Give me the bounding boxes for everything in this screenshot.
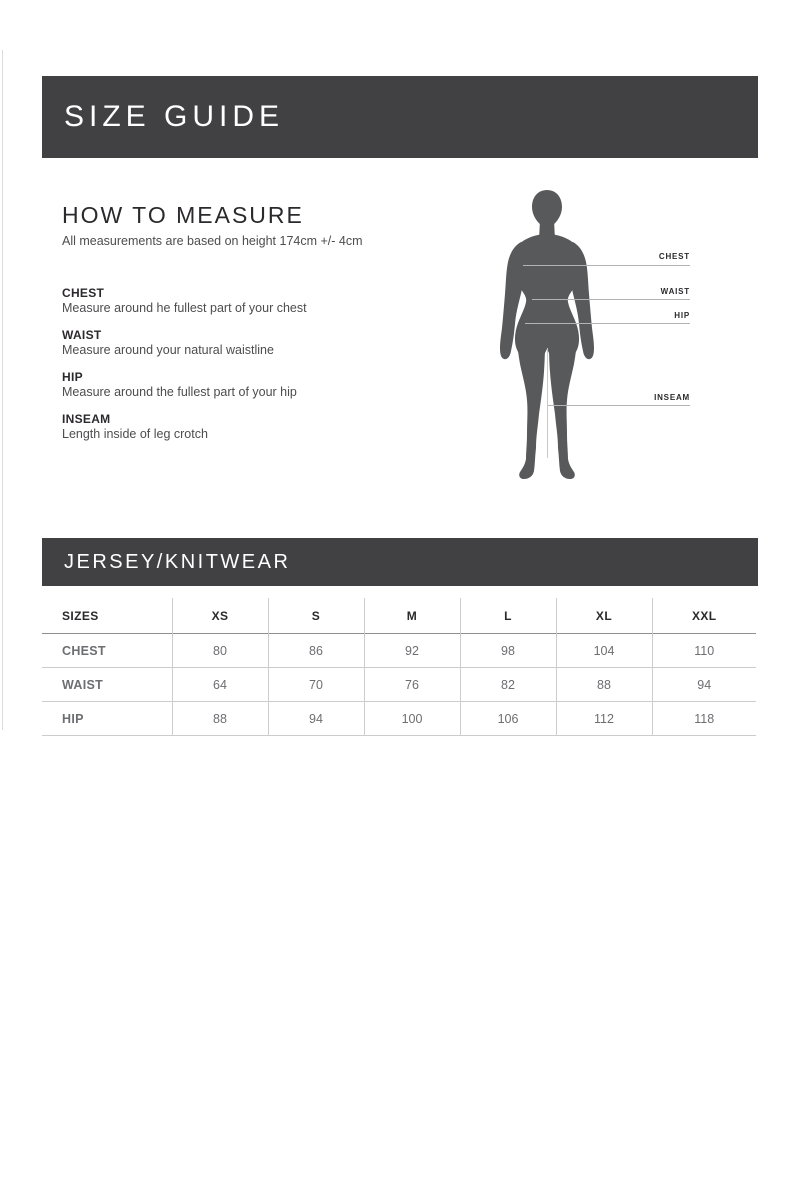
measure-item-chest <box>62 286 442 315</box>
size-cell: 112 <box>556 702 652 736</box>
size-cell: 110 <box>694 643 715 658</box>
size-cell: 86 <box>268 634 364 668</box>
size-cell: 94 <box>268 702 364 736</box>
measure-description: Measure around your natural waistline <box>62 343 274 357</box>
col-header-sizes: SIZES <box>42 598 172 634</box>
jersey-knitwear-banner <box>42 538 758 586</box>
measure-item-inseam <box>62 412 442 441</box>
measure-description: Measure around he fullest part of your chest <box>62 301 307 315</box>
chest-callout-label: CHEST <box>658 252 690 261</box>
female-body-silhouette-icon <box>488 182 612 482</box>
col-header-l: L <box>460 598 556 634</box>
size-cell: 94 <box>697 677 712 692</box>
table-row-chest <box>42 634 756 668</box>
measure-term: INSEAM <box>62 412 111 426</box>
measure-subtitle: All measurements are based on height 174cm +/- 4cm <box>62 234 363 248</box>
page-edge-line <box>2 50 3 730</box>
size-cell: 98 <box>460 634 556 668</box>
waist-callout-label: WAIST <box>660 287 690 296</box>
size-cell: 88 <box>556 668 652 702</box>
size-cell: 70 <box>268 668 364 702</box>
how-to-measure-section <box>62 202 442 248</box>
size-cell: 100 <box>364 702 460 736</box>
measure-term: CHEST <box>62 286 105 300</box>
measure-definitions <box>62 286 442 454</box>
col-header-xxl: XXL <box>691 608 717 623</box>
chest-callout-line <box>523 265 690 266</box>
measure-term: HIP <box>62 370 83 384</box>
measure-item-hip <box>62 370 442 399</box>
page-title: SIZE GUIDE <box>64 100 285 133</box>
size-guide-banner <box>42 76 758 158</box>
size-cell: 92 <box>364 634 460 668</box>
col-header-m: M <box>364 598 460 634</box>
inseam-vertical-line <box>547 348 548 458</box>
measure-description: Length inside of leg crotch <box>62 427 208 441</box>
waist-callout-line <box>532 299 690 300</box>
inseam-callout-label: INSEAM <box>654 393 690 402</box>
table-header-row <box>42 598 756 634</box>
hip-callout-line <box>525 323 690 324</box>
hip-callout-label: HIP <box>674 311 690 320</box>
size-cell: 106 <box>460 702 556 736</box>
measure-item-waist <box>62 328 442 357</box>
inseam-callout-line <box>548 405 690 406</box>
size-cell: 82 <box>460 668 556 702</box>
size-chart-table <box>42 598 756 736</box>
size-cell: 76 <box>364 668 460 702</box>
size-cell: 118 <box>694 711 715 726</box>
col-header-s: S <box>268 598 364 634</box>
row-label: CHEST <box>42 634 172 668</box>
how-to-measure-heading: HOW TO MEASURE <box>62 202 304 228</box>
measure-term: WAIST <box>62 328 102 342</box>
size-cell: 104 <box>556 634 652 668</box>
section-title: JERSEY/KNITWEAR <box>64 550 291 573</box>
size-cell: 64 <box>172 668 268 702</box>
row-label: WAIST <box>42 668 172 702</box>
col-header-xl: XL <box>556 598 652 634</box>
table-row-hip <box>42 702 756 736</box>
row-label: HIP <box>42 702 172 736</box>
measure-description: Measure around the fullest part of your hip <box>62 385 297 399</box>
table-row-waist <box>42 668 756 702</box>
col-header-xs: XS <box>172 598 268 634</box>
size-cell: 88 <box>172 702 268 736</box>
size-cell: 80 <box>172 634 268 668</box>
